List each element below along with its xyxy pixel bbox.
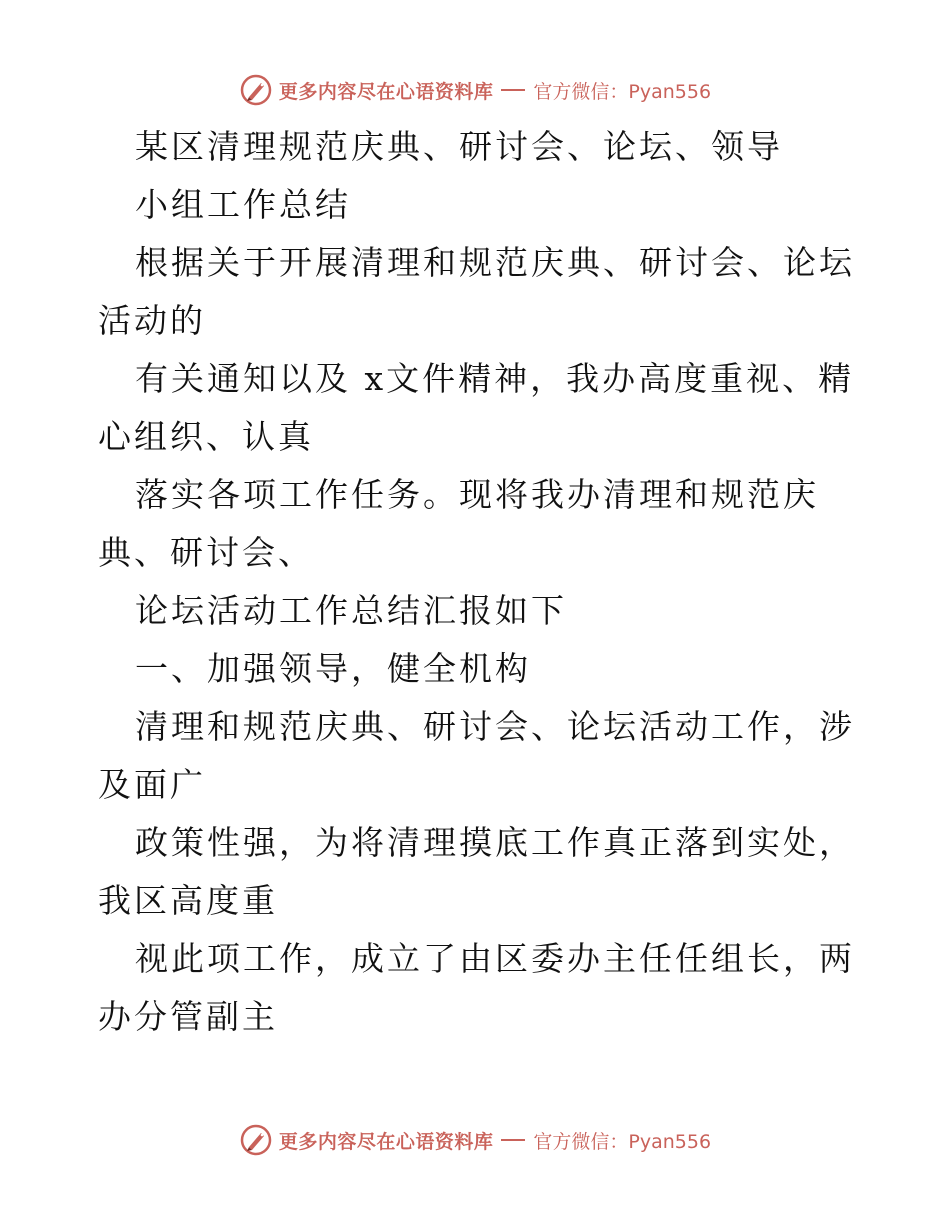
paragraph: 根据关于开展清理和规范庆典、研讨会、论坛活动的 bbox=[98, 243, 855, 340]
header-brand-text: 更多内容尽在心语资料库 bbox=[278, 80, 494, 103]
pen-nib-logo-icon bbox=[239, 73, 273, 107]
paragraph: 清理和规范庆典、研讨会、论坛活动工作，涉及面广 bbox=[98, 707, 855, 804]
header-divider bbox=[501, 89, 525, 91]
header-contact-text: 官方微信：Pyan556 bbox=[533, 80, 712, 103]
document-body bbox=[98, 118, 858, 1046]
paragraph: 落实各项工作任务。现将我办清理和规范庆典、研讨会、 bbox=[98, 475, 819, 572]
paragraph: 政策性强，为将清理摸底工作真正落到实处，我区高度重 bbox=[98, 823, 855, 920]
footer-banner bbox=[0, 1120, 950, 1160]
pen-nib-logo-icon bbox=[239, 1123, 273, 1157]
footer-divider bbox=[501, 1139, 525, 1141]
section-heading: 一、加强领导，健全机构 bbox=[135, 649, 531, 688]
paragraph: 有关通知以及 x文件精神，我办高度重视、精心组织、认真 bbox=[98, 359, 855, 456]
footer-contact-text: 官方微信：Pyan556 bbox=[533, 1130, 712, 1153]
footer-brand-text: 更多内容尽在心语资料库 bbox=[278, 1130, 494, 1153]
paragraph: 视此项工作，成立了由区委办主任任组长，两办分管副主 bbox=[98, 939, 855, 1036]
header-banner bbox=[0, 70, 950, 110]
document-title-line-2: 小组工作总结 bbox=[135, 185, 351, 224]
paragraph: 论坛活动工作总结汇报如下 bbox=[135, 591, 567, 630]
document-title-line-1: 某区清理规范庆典、研讨会、论坛、领导 bbox=[135, 127, 783, 166]
